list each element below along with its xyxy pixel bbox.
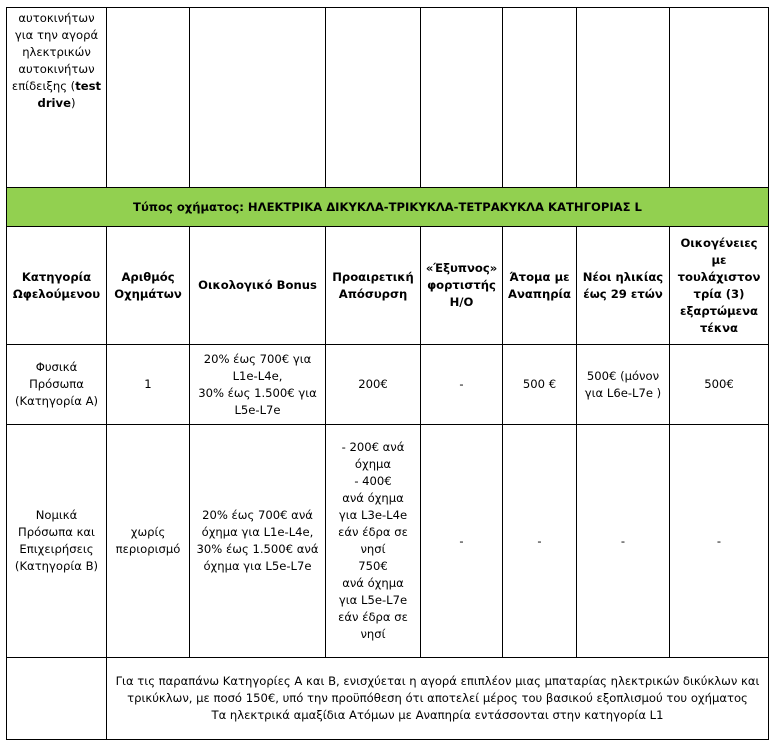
- header-disabled-persons: Άτομα με Αναπηρία: [503, 227, 577, 345]
- continued-text-line: ηλεκτρικών: [22, 45, 91, 59]
- section-title-row: [7, 188, 769, 227]
- table-cell: 200€: [326, 345, 421, 425]
- continued-text-line: για την αγορά: [14, 28, 99, 42]
- continued-text-bold: test: [75, 79, 102, 93]
- table-row: [7, 425, 769, 658]
- header-smart-charger: «Έξυπνος» φορτιστής Η/Ο: [421, 227, 503, 345]
- header-row: [7, 227, 769, 345]
- table-cell: χωρίς περιορισμό: [107, 425, 190, 658]
- footer-note: Τα ηλεκτρικά αμαξίδια Ατόμων με Αναπηρία εντάσσονται στην κατηγορία L1: [211, 708, 664, 722]
- empty-cell: [326, 8, 421, 188]
- continued-text-line: αυτοκινήτων: [18, 11, 95, 25]
- table-cell: 20% έως 700€ για L1e-L4e, 30% έως 1.500€ για L5e-L7e: [190, 345, 326, 425]
- table-cell: 20% έως 700€ ανά όχημα για L1e-L4e, 30% έως 1.500€ ανά όχημα για L5e-L7e: [190, 425, 326, 658]
- continued-text-bold: drive: [37, 96, 71, 110]
- table-cell: - 200€ ανά όχημα - 400€ ανά όχημα για L3e-L4e εάν έδρα σε νησί 750€ ανά όχημα για L5e-L7e εάν έδρα σε νησί: [326, 425, 421, 658]
- empty-cell: [503, 8, 577, 188]
- header-young-people: Νέοι ηλικίας έως 29 ετών: [577, 227, 670, 345]
- table-cell: 500€: [670, 345, 769, 425]
- header-large-families: Οικογένειες με τουλάχιστον τρία (3) εξαρτώμενα τέκνα: [670, 227, 769, 345]
- continued-text-line: αυτοκινήτων: [18, 62, 95, 76]
- table-cell: 500 €: [503, 345, 577, 425]
- header-eco-bonus: Οικολογικό Bonus: [190, 227, 326, 345]
- table-cell: 500€ (μόνον για L6e-L7e ): [577, 345, 670, 425]
- table-cell: -: [421, 345, 503, 425]
- table-cell: 1: [107, 345, 190, 425]
- section-title: Τύπος οχήματος: ΗΛΕΚΤΡΙΚΑ ΔΙΚΥΚΛΑ-ΤΡΙΚΥΚΛΑ-ΤΕΤΡΑΚΥΚΛΑ ΚΑΤΗΓΟΡΙΑΣ L: [7, 188, 769, 227]
- header-vehicle-count: Αριθμός Οχημάτων: [107, 227, 190, 345]
- header-optional-scrappage: Προαιρετική Απόσυρση: [326, 227, 421, 345]
- empty-cell: [190, 8, 326, 188]
- footer-notes: [107, 658, 769, 740]
- empty-cell: [577, 8, 670, 188]
- continued-cell: [7, 8, 107, 188]
- subsidy-table: [6, 7, 769, 740]
- table-cell: -: [421, 425, 503, 658]
- continued-text-line: επίδειξης (: [11, 79, 76, 93]
- empty-cell: [107, 8, 190, 188]
- continued-row: [7, 8, 769, 188]
- table-row: [7, 345, 769, 425]
- table-cell: -: [670, 425, 769, 658]
- footer-note: Για τις παραπάνω Κατηγορίες Α και Β, ενισχύεται η αγορά επιπλέον μιας μπαταρίας ηλεκτρικών δικύκλων και τρικύκλων, με ποσό 150€, υπό την προϋπόθεση ότι αποτελεί μέρος του βασικού εξοπλισμού του οχήματος: [115, 674, 760, 705]
- footer-empty-cell: [7, 658, 107, 740]
- continued-text-close: ): [70, 96, 76, 110]
- header-beneficiary-category: Κατηγορία Ωφελούμενου: [7, 227, 107, 345]
- table-cell: Νομικά Πρόσωπα και Επιχειρήσεις (Κατηγορία Β): [7, 425, 107, 658]
- table-cell: Φυσικά Πρόσωπα (Κατηγορία Α): [7, 345, 107, 425]
- table-cell: -: [577, 425, 670, 658]
- footer-row: [7, 658, 769, 740]
- table-cell: -: [503, 425, 577, 658]
- empty-cell: [670, 8, 769, 188]
- empty-cell: [421, 8, 503, 188]
